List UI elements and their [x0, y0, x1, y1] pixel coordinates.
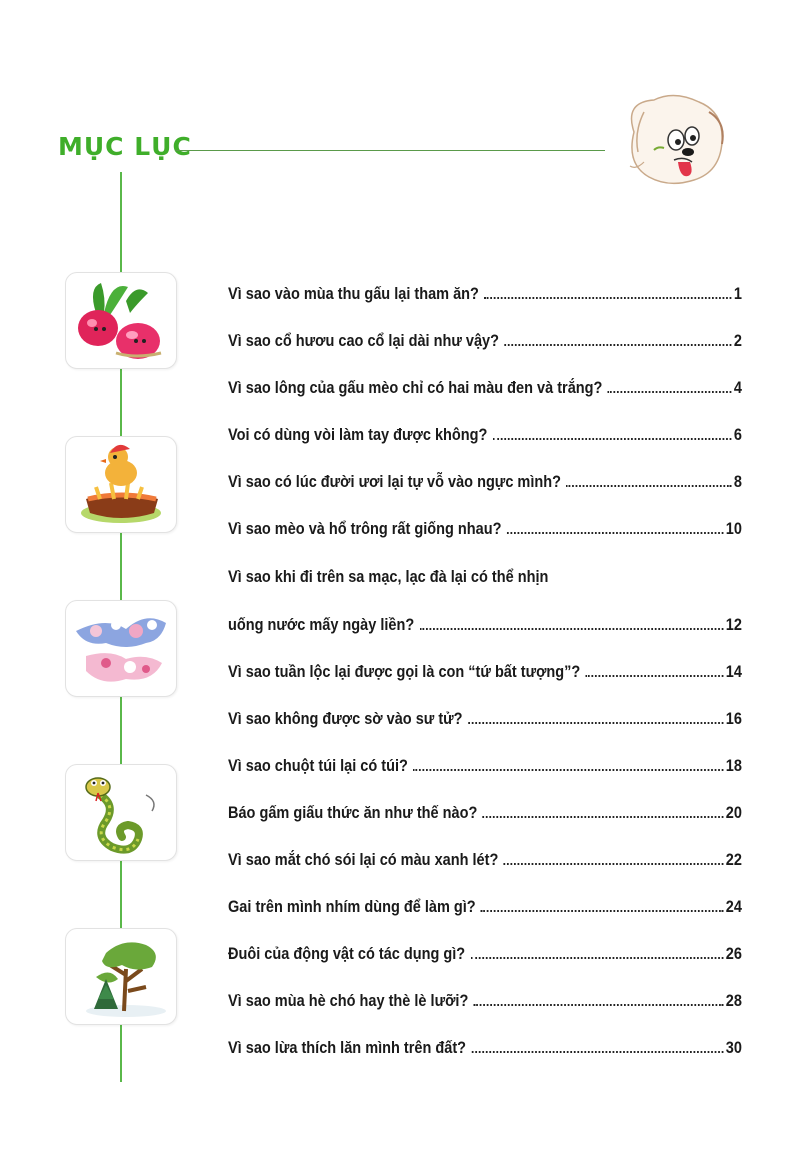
toc-entry-title: Vì sao tuần lộc lại được gọi là con “tứ bất tượng”?: [228, 663, 581, 681]
toc-entry-title: uống nước mấy ngày liền?: [228, 616, 415, 634]
dot-leader: [468, 722, 723, 724]
toc-entry-title: Vì sao mùa hè chó hay thè lè lưỡi?: [228, 992, 469, 1010]
toc-entry-page: 24: [725, 898, 742, 916]
toc-entry-page: 14: [725, 663, 742, 681]
toc-entry-page: 1: [733, 285, 742, 303]
toc-entry-page: 20: [725, 804, 742, 822]
toc-entry-title: Vì sao có lúc đười ươi lại tự vỗ vào ngực mình?: [228, 473, 561, 491]
toc-entry-title: Vì sao không được sờ vào sư tử?: [228, 710, 463, 728]
toc-entry[interactable]: [228, 464, 742, 492]
dot-leader: [470, 957, 723, 959]
flowers-thumbnail: [65, 600, 177, 697]
toc-entry[interactable]: [228, 276, 742, 304]
toc-entry-page: 28: [725, 992, 742, 1010]
title-rule: [175, 150, 605, 151]
dot-leader: [504, 344, 731, 346]
toc-entry-page: 26: [725, 945, 742, 963]
toc-entry[interactable]: [228, 795, 742, 823]
dot-leader: [608, 391, 732, 393]
dog-mascot-illustration: [614, 92, 730, 198]
toc-entry-title: Vì sao chuột túi lại có túi?: [228, 757, 408, 775]
toc-entry-page: 22: [725, 851, 742, 869]
toc-entry[interactable]: [228, 559, 742, 587]
toc-entry[interactable]: [228, 748, 742, 776]
toc-entry[interactable]: [228, 936, 742, 964]
dot-leader: [481, 910, 723, 912]
toc-entry[interactable]: [228, 417, 742, 445]
toc-entry[interactable]: [228, 983, 742, 1011]
dot-leader: [413, 769, 723, 771]
toc-entry[interactable]: [228, 842, 742, 870]
toc-entry[interactable]: [228, 370, 742, 398]
toc-entry-page: 12: [725, 616, 742, 634]
toc-entry-page: 8: [733, 473, 742, 491]
dot-leader: [504, 863, 724, 865]
toc-entry-title: Voi có dùng vòi làm tay được không?: [228, 426, 488, 444]
toc-entry[interactable]: [228, 701, 742, 729]
toc-entry-title: Vì sao mắt chó sói lại có màu xanh lét?: [228, 851, 499, 869]
page-title: MỤC LỤC: [58, 132, 192, 161]
toc-entry[interactable]: [228, 323, 742, 351]
dot-leader: [566, 485, 731, 487]
toc-entry-page: 4: [733, 379, 742, 397]
toc-entry-title: Vì sao cổ hươu cao cổ lại dài như vậy?: [228, 332, 500, 350]
chick-cake-thumbnail: [65, 436, 177, 533]
dot-leader: [586, 675, 724, 677]
radish-thumbnail: [65, 272, 177, 369]
toc-entry-title: Vì sao lông của gấu mèo chỉ có hai màu đen và trắng?: [228, 379, 603, 397]
toc-entry-page: 10: [725, 520, 742, 538]
toc-entry[interactable]: [228, 1030, 742, 1058]
dot-leader: [420, 628, 724, 630]
toc-entry-title: Vì sao mèo và hổ trông rất giống nhau?: [228, 520, 502, 538]
toc-entry-title: Vì sao vào mùa thu gấu lại tham ăn?: [228, 285, 479, 303]
toc-entry-page: 6: [733, 426, 742, 444]
toc-entry-page: 2: [733, 332, 742, 350]
tree-thumbnail: [65, 928, 177, 1025]
dot-leader: [483, 816, 724, 818]
dot-leader: [493, 438, 732, 440]
toc-entry[interactable]: [228, 889, 742, 917]
toc-entry-title: Gai trên mình nhím dùng để làm gì?: [228, 898, 476, 916]
dot-leader: [484, 297, 731, 299]
toc-entry[interactable]: [228, 511, 742, 539]
toc-entry-title: Báo gấm giấu thức ăn như thế nào?: [228, 804, 478, 822]
toc-entry-title: Vì sao khi đi trên sa mạc, lạc đà lại có thể nhịn: [228, 568, 549, 586]
toc-entry-title: Đuôi của động vật có tác dụng gì?: [228, 945, 466, 963]
toc-entry-page: 16: [725, 710, 742, 728]
toc-entry-page: 30: [725, 1039, 742, 1057]
snake-thumbnail: [65, 764, 177, 861]
toc-entry[interactable]: [228, 654, 742, 682]
toc-entry-title: Vì sao lừa thích lăn mình trên đất?: [228, 1039, 467, 1057]
toc-entry-page: 18: [725, 757, 742, 775]
dot-leader: [507, 532, 723, 534]
toc-entry[interactable]: [228, 607, 742, 635]
dot-leader: [474, 1004, 724, 1006]
dot-leader: [471, 1051, 723, 1053]
